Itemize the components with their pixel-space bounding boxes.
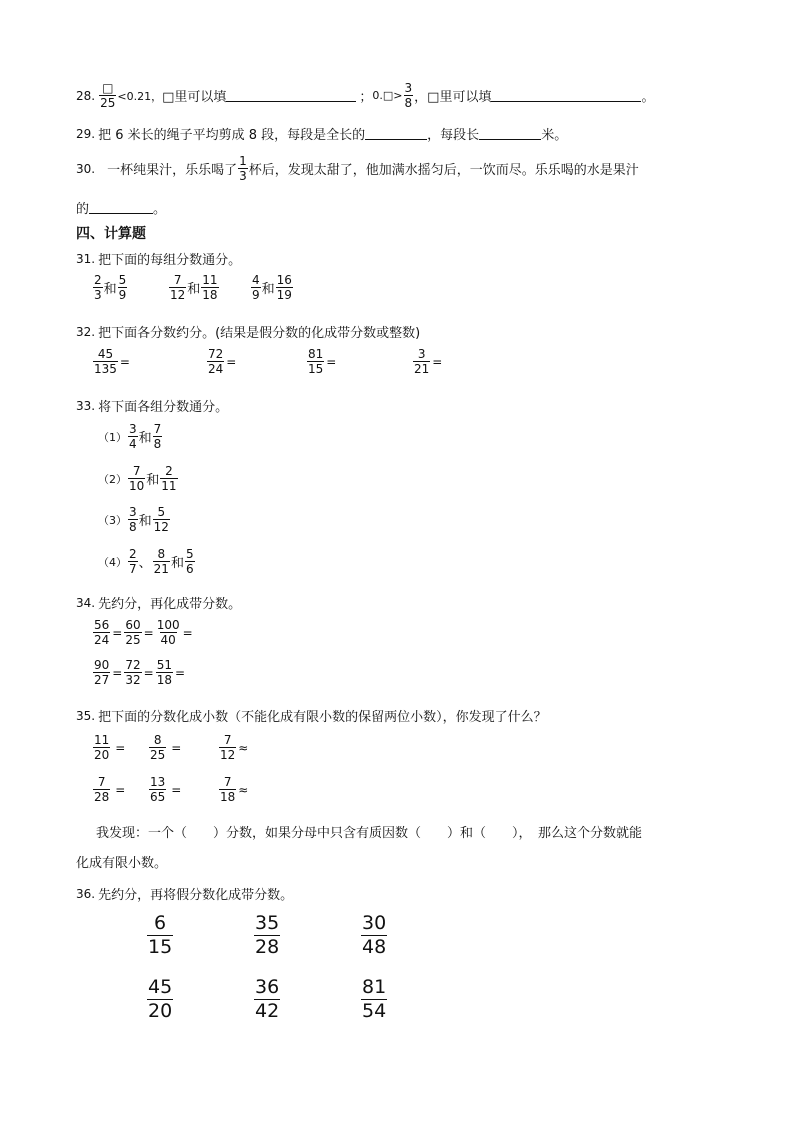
fraction: $\frac{8}{25}$: [150, 733, 166, 762]
question-text: ，每段长: [427, 128, 480, 143]
fraction: $\frac{30}{48}$: [362, 912, 387, 958]
fraction: $\frac{56}{24}$: [94, 618, 110, 647]
question-text: 的: [76, 202, 90, 217]
question-text: 。: [153, 202, 167, 217]
fraction: $\frac{2}{3}$: [94, 273, 102, 302]
answer-blank[interactable]: [89, 201, 153, 214]
q32-fraction-row: [92, 348, 443, 375]
equals-sign: =: [174, 665, 186, 680]
fraction-item: [218, 776, 249, 803]
approx-sign: ≈: [238, 740, 249, 755]
question-text: <0.21，: [117, 89, 163, 103]
fraction: $\frac{13}{65}$: [150, 775, 166, 804]
fraction: $\frac{81}{54}$: [362, 976, 387, 1022]
fraction: $\frac{51}{18}$: [156, 658, 172, 687]
q36-row-2: [146, 978, 388, 1021]
answer-blank[interactable]: [365, 127, 427, 140]
question-text: □里可以填: [162, 90, 227, 105]
q31-fraction-row: [92, 274, 294, 301]
fraction-item: [253, 978, 360, 1021]
fraction-item: [360, 978, 388, 1021]
fraction: $\frac{7}{10}$: [129, 464, 145, 493]
q35-row-2: [92, 776, 249, 803]
conjunction: 和: [261, 282, 275, 297]
q35-finding-line1: [96, 822, 642, 841]
fraction: $\frac{11}{18}$: [202, 273, 218, 302]
fraction: $\frac{11}{20}$: [94, 733, 110, 762]
fraction-item: [146, 978, 253, 1021]
fraction: $\frac{60}{25}$: [125, 618, 141, 647]
answer-blank[interactable]: [226, 89, 356, 102]
fraction: $\frac{1}{3}$: [239, 154, 247, 183]
answer-blank[interactable]: [491, 89, 641, 102]
q33-item-3: [98, 506, 171, 533]
question-text: 杯后，发现太甜了，他加满水摇匀后，一饮而尽。乐乐喝的水是果汁: [248, 163, 639, 178]
fraction-group: [168, 274, 250, 301]
item-label: （2）: [98, 472, 127, 486]
question-text: 我发现：一个（ ）分数，如果分母中只含有质因数（ ）和（ ）， 那么这个分数就能: [96, 826, 643, 841]
equals-sign: =: [143, 625, 154, 640]
question-text: 化成有限小数。: [76, 856, 168, 871]
equals-sign: =: [326, 354, 337, 369]
fraction: $\frac{7}{18}$: [220, 775, 236, 804]
conjunction: 和: [170, 556, 184, 571]
fraction: $\frac{5}{12}$: [153, 505, 169, 534]
question-number: 28.: [76, 88, 96, 103]
question-text: 先约分，再将假分数化成带分数。: [98, 888, 294, 903]
fraction-group: [250, 274, 294, 301]
fraction: $\frac{□}{25}$: [100, 81, 116, 110]
question-number: 36.: [76, 886, 96, 901]
question-number: 31.: [76, 251, 96, 266]
question-text: ，: [414, 90, 428, 105]
fraction: $\frac{7}{12}$: [220, 733, 236, 762]
question-32: [76, 322, 420, 341]
item-label: （1）: [98, 430, 127, 444]
fraction: $\frac{16}{19}$: [276, 273, 292, 302]
equals-sign: =: [182, 625, 193, 640]
fraction: $\frac{45}{135}$: [94, 347, 117, 376]
question-number: 30.: [76, 161, 96, 176]
fraction: $\frac{90}{27}$: [94, 658, 110, 687]
equals-sign: =: [112, 625, 123, 640]
fraction-item: [92, 348, 206, 375]
question-number: 33.: [76, 398, 96, 413]
question-35: [76, 706, 547, 725]
approx-sign: ≈: [238, 782, 249, 797]
fraction-item: [92, 776, 148, 803]
fraction-item: [306, 348, 412, 375]
fraction-item: [253, 914, 360, 957]
conjunction: 和: [187, 282, 201, 297]
question-30-line2: [76, 198, 166, 217]
q35-row-1: [92, 734, 249, 761]
question-number: 29.: [76, 126, 96, 141]
equals-sign: =: [112, 665, 123, 680]
question-text: 把下面的分数化成小数（不能化成有限小数的保留两位小数），你发现了什么？: [98, 710, 547, 725]
fraction-item: [412, 348, 443, 375]
question-text: 把下面各分数约分。(结果是假分数的化成带分数或整数): [98, 326, 421, 341]
question-text: 一杯纯果汁，乐乐喝了: [107, 163, 238, 178]
fraction: $\frac{5}{6}$: [185, 547, 194, 576]
fraction-item: [360, 914, 388, 957]
question-33: [76, 396, 228, 415]
equals-sign: =: [432, 354, 443, 369]
question-text: 将下面各组分数通分。: [98, 400, 229, 415]
equals-sign: =: [226, 354, 237, 369]
q33-item-2: [98, 465, 179, 492]
fraction: $\frac{81}{15}$: [308, 347, 324, 376]
question-number: 34.: [76, 595, 96, 610]
question-text: 把 6 米长的绳子平均剪成 8 段，每段是全长的: [98, 128, 366, 143]
q33-item-1: [98, 423, 163, 450]
q33-item-4: [98, 548, 196, 575]
fraction: $\frac{6}{15}$: [148, 912, 173, 958]
fraction: $\frac{35}{28}$: [255, 912, 280, 958]
question-31: [76, 249, 241, 268]
conjunction: 和: [138, 431, 152, 446]
question-text: ；: [359, 90, 373, 105]
fraction: $\frac{45}{20}$: [148, 976, 173, 1022]
equals-sign: =: [115, 740, 126, 755]
equals-sign: =: [119, 354, 130, 369]
fraction: $\frac{72}{24}$: [208, 347, 224, 376]
fraction: $\frac{3}{21}$: [414, 347, 430, 376]
equals-sign: =: [143, 665, 154, 680]
fraction-group: [92, 274, 168, 301]
question-29: [76, 124, 567, 143]
question-text: 0.□>: [372, 89, 403, 102]
fraction: $\frac{3}{8}$: [129, 505, 137, 534]
question-text: 米。: [541, 128, 568, 143]
fraction-item: [148, 776, 218, 803]
question-34: [76, 593, 241, 612]
separator: 、: [138, 556, 152, 571]
section-heading: [76, 223, 146, 243]
equals-sign: =: [171, 740, 182, 755]
fraction-item: [148, 734, 218, 761]
equals-sign: =: [171, 782, 182, 797]
fraction: $\frac{7}{28}$: [94, 775, 110, 804]
fraction: $\frac{3}{4}$: [129, 422, 137, 451]
fraction: $\frac{3}{8}$: [404, 81, 413, 110]
q36-row-1: [146, 914, 388, 957]
fraction: $\frac{2}{7}$: [129, 547, 137, 576]
fraction: $\frac{7}{12}$: [170, 273, 186, 302]
question-text: 。: [641, 90, 655, 105]
fraction: $\frac{4}{9}$: [252, 273, 260, 302]
conjunction: 和: [103, 282, 117, 297]
question-number: 35.: [76, 708, 96, 723]
q34-row-2: [92, 659, 186, 686]
question-number: 32.: [76, 324, 96, 339]
section-title: 四、计算题: [76, 226, 146, 242]
question-text: 把下面的每组分数通分。: [98, 253, 242, 268]
question-text: 先约分，再化成带分数。: [98, 597, 242, 612]
question-36: [76, 884, 293, 903]
fraction: $\frac{72}{32}$: [125, 658, 141, 687]
fraction: $\frac{8}{21}$: [153, 547, 169, 576]
answer-blank[interactable]: [479, 127, 541, 140]
question-28: [76, 82, 654, 109]
q35-finding-line2: [76, 852, 167, 871]
question-text: □里可以填: [427, 90, 492, 105]
fraction: $\frac{7}{8}$: [153, 422, 162, 451]
fraction-item: [146, 914, 253, 957]
fraction: $\frac{2}{11}$: [161, 464, 177, 493]
question-30: [76, 155, 639, 182]
conjunction: 和: [138, 514, 152, 529]
conjunction: 和: [146, 473, 160, 488]
fraction: $\frac{100}{40}$: [156, 618, 180, 647]
fraction-item: [218, 734, 249, 761]
item-label: （3）: [98, 513, 127, 527]
equals-sign: =: [115, 782, 126, 797]
fraction: $\frac{5}{9}$: [118, 273, 127, 302]
item-label: （4）: [98, 555, 127, 569]
fraction-item: [206, 348, 306, 375]
fraction: $\frac{36}{42}$: [255, 976, 280, 1022]
fraction-item: [92, 734, 148, 761]
q34-row-1: [92, 619, 194, 646]
